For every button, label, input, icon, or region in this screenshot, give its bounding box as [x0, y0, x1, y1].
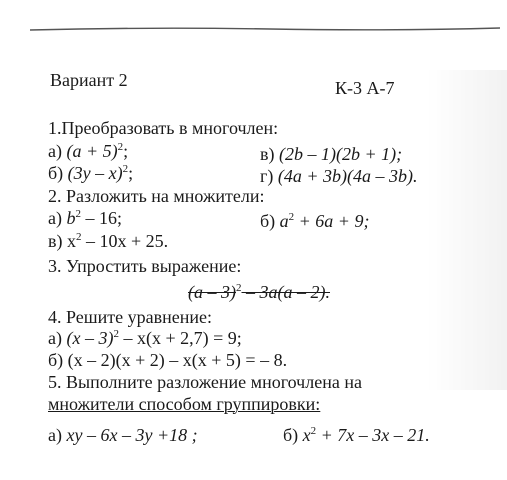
item-tail: ;	[123, 141, 129, 161]
item-label: а)	[48, 208, 62, 228]
task4-item-a	[48, 328, 242, 348]
task5-title-line2: множители способом группировки:	[48, 394, 321, 414]
task3-title: 3. Упростить выражение:	[48, 256, 242, 276]
item-base: x	[302, 425, 311, 445]
item-base: b	[66, 208, 76, 228]
item-base: a	[279, 211, 289, 231]
item-tail: + 7x – 3x – 21.	[316, 425, 430, 445]
item-tail: – 10x + 25.	[81, 231, 169, 251]
item-exponent: 2	[76, 231, 82, 243]
item-expr: (2b – 1)(2b + 1);	[279, 144, 403, 164]
item-label: а)	[48, 328, 62, 348]
task5-item-b	[283, 425, 430, 445]
scan-edge-line	[30, 24, 500, 34]
expr-tail: – 3a(a – 2).	[241, 282, 330, 302]
item-label: б)	[48, 163, 64, 183]
task5-title-line1: 5. Выполните разложение многочлена на	[48, 372, 362, 392]
item-exponent: 2	[113, 328, 119, 340]
task1-title: 1.Преобразовать в многочлен:	[48, 118, 279, 138]
task1-item-a	[48, 141, 128, 161]
item-label: в)	[48, 231, 63, 251]
item-base: (x – 3)	[66, 328, 114, 348]
item-expr: (a + 5)	[66, 141, 118, 161]
item-base: x	[67, 231, 76, 251]
item-expr: (4a + 3b)(4a – 3b).	[277, 166, 418, 186]
item-expr: (3y – x)	[67, 163, 123, 183]
task2-item-v	[48, 231, 168, 251]
item-exponent: 2	[117, 141, 124, 153]
item-tail: – 16;	[80, 208, 122, 228]
task3-expression	[188, 282, 330, 302]
item-tail: ;	[128, 163, 134, 183]
task4-item-b	[48, 350, 287, 370]
item-exponent: 2	[288, 211, 295, 223]
task2-item-a	[48, 208, 122, 228]
item-tail: + 6a + 9;	[294, 211, 370, 231]
item-tail: – x(x + 2,7) = 9;	[118, 328, 242, 348]
task1-item-v	[260, 144, 402, 164]
task1-item-g	[260, 166, 418, 186]
item-label: б)	[283, 425, 299, 445]
test-code: К-3 А-7	[335, 78, 395, 98]
task2-title: 2. Разложить на множители:	[48, 186, 265, 206]
task1-item-b	[48, 163, 133, 183]
bleed-through-shadow	[427, 70, 507, 390]
expr-exponent: 2	[236, 282, 242, 294]
item-label: а)	[48, 141, 62, 161]
item-expr: xy – 6x – 3y +18 ;	[66, 425, 198, 445]
item-label: а)	[48, 425, 62, 445]
item-label: в)	[260, 144, 275, 164]
task2-item-b	[260, 211, 369, 231]
item-label: г)	[260, 166, 274, 186]
item-label: б)	[260, 211, 276, 231]
item-exponent: 2	[122, 163, 129, 175]
expr-base: (a – 3)	[188, 282, 236, 302]
task5-item-a	[48, 425, 198, 445]
item-label: б)	[48, 350, 64, 370]
item-expr: (x – 2)(x + 2) – x(x + 5) = – 8.	[67, 350, 288, 370]
task4-title: 4. Решите уравнение:	[48, 307, 212, 327]
item-exponent: 2	[75, 208, 81, 220]
item-exponent: 2	[310, 425, 317, 437]
variant-label: Вариант 2	[50, 70, 128, 90]
